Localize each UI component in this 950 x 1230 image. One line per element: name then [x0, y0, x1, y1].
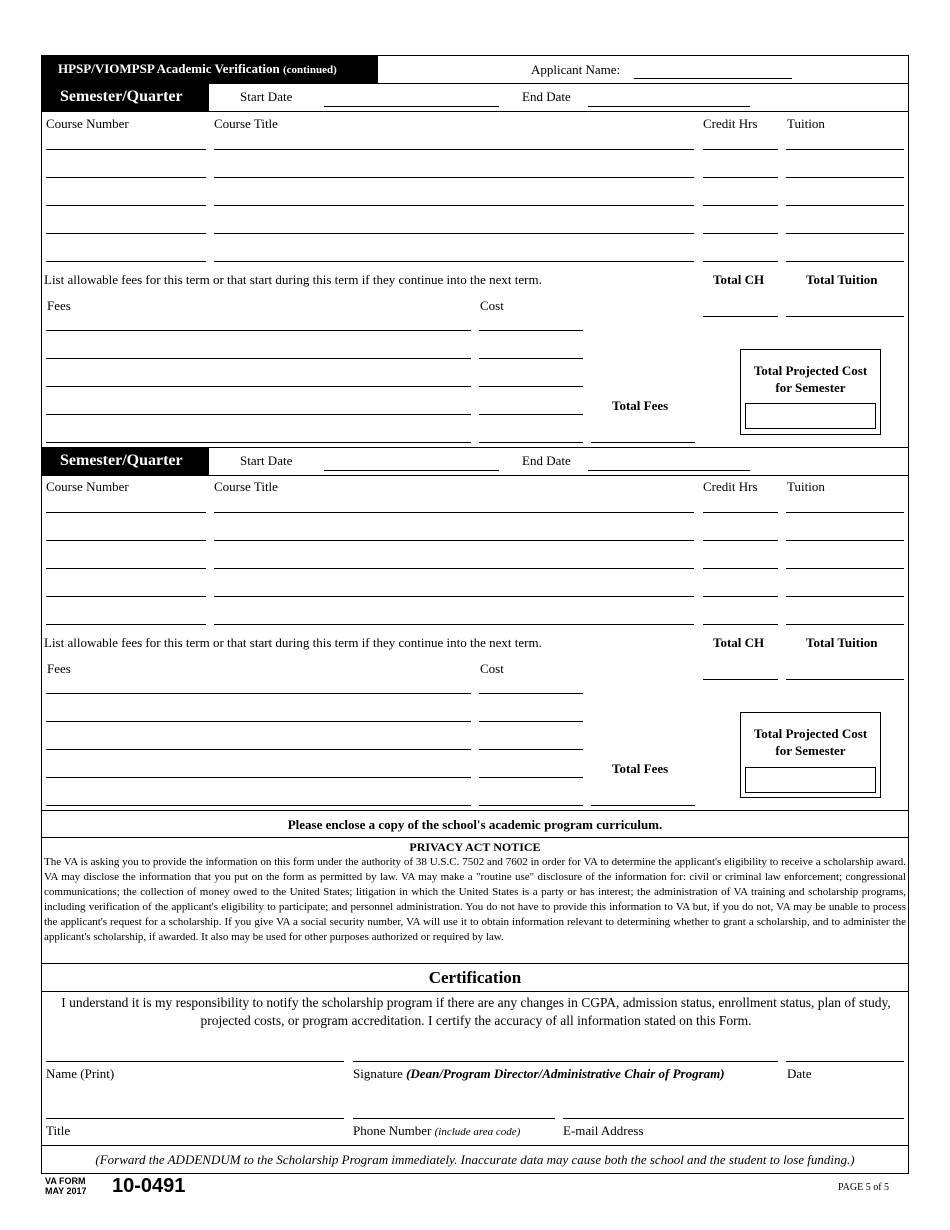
term1-credit-hrs-field[interactable] [703, 205, 778, 206]
term2-course-number-field[interactable] [46, 624, 206, 625]
term1-tuition-field[interactable] [786, 149, 904, 150]
term2-fee-field[interactable] [46, 749, 471, 750]
term1-fee-field[interactable] [46, 358, 471, 359]
term1-course-title-label: Course Title [214, 116, 278, 131]
signature-field[interactable] [353, 1061, 778, 1062]
term1-fee-field[interactable] [46, 414, 471, 415]
term2-tuition-label: Tuition [787, 479, 825, 494]
date-field[interactable] [786, 1061, 904, 1062]
term1-course-title-field[interactable] [214, 149, 694, 150]
divider [41, 1145, 909, 1146]
term2-total-projected-label-line2: for Semester [775, 743, 846, 758]
term2-course-title-field[interactable] [214, 512, 694, 513]
term1-total-projected-field[interactable] [745, 403, 876, 429]
term2-cost-label: Cost [480, 661, 504, 676]
term2-fees-instruction: List allowable fees for this term or that start during this term if they continue into the next term. [44, 635, 542, 650]
term2-course-title-field[interactable] [214, 568, 694, 569]
phone-label: Phone Number [353, 1123, 432, 1138]
term1-cost-field[interactable] [479, 414, 583, 415]
term1-course-number-field[interactable] [46, 149, 206, 150]
term2-course-number-label: Course Number [46, 479, 129, 494]
form-title: HPSP/VIOMPSP Academic Verification [58, 61, 280, 76]
term2-total-tuition-label: Total Tuition [806, 635, 878, 650]
term2-credit-hrs-field[interactable] [703, 540, 778, 541]
privacy-title: PRIVACY ACT NOTICE [409, 840, 541, 854]
term1-tuition-field[interactable] [786, 205, 904, 206]
divider [41, 810, 909, 811]
term1-tuition-field[interactable] [786, 233, 904, 234]
email-field[interactable] [563, 1118, 904, 1119]
term1-course-title-field[interactable] [214, 261, 694, 262]
term1-section-header: Semester/Quarter [42, 84, 209, 111]
term1-course-title-field[interactable] [214, 233, 694, 234]
term2-total-tuition-field[interactable] [786, 679, 904, 680]
curriculum-note: Please enclose a copy of the school's academic program curriculum. [287, 817, 663, 832]
term1-start-date-label: Start Date [240, 89, 293, 104]
term2-tuition-field[interactable] [786, 624, 904, 625]
form-title-suffix: (continued) [282, 64, 337, 76]
term1-start-date-field[interactable] [324, 106, 499, 107]
term2-fee-field[interactable] [46, 805, 471, 806]
divider [41, 475, 909, 476]
phone-field[interactable] [353, 1118, 555, 1119]
header-divider [377, 56, 378, 83]
term1-fee-field[interactable] [46, 330, 471, 331]
form-date: MAY 2017 [45, 1186, 87, 1196]
term1-total-fees-field[interactable] [591, 442, 695, 443]
term2-start-date-field[interactable] [324, 470, 499, 471]
term2-cost-field[interactable] [479, 777, 583, 778]
phone-note: (include area code) [434, 1126, 521, 1138]
term2-fees-label: Fees [47, 661, 71, 676]
term2-course-title-field[interactable] [214, 540, 694, 541]
term2-credit-hrs-field[interactable] [703, 596, 778, 597]
term2-course-number-field[interactable] [46, 568, 206, 569]
term1-tuition-label: Tuition [787, 116, 825, 131]
term2-course-number-field[interactable] [46, 540, 206, 541]
term1-total-ch-label: Total CH [713, 272, 765, 287]
term1-course-title-field[interactable] [214, 205, 694, 206]
term1-course-title-field[interactable] [214, 177, 694, 178]
term2-end-date-field[interactable] [588, 470, 750, 471]
term2-tuition-field[interactable] [786, 540, 904, 541]
form-number: 10-0491 [112, 1175, 186, 1197]
term1-total-projected-label-line2: for Semester [775, 380, 846, 395]
term2-course-title-field[interactable] [214, 624, 694, 625]
divider [41, 963, 909, 964]
term2-fee-field[interactable] [46, 777, 471, 778]
divider [41, 837, 909, 838]
term1-cost-field[interactable] [479, 358, 583, 359]
term1-total-ch-field[interactable] [703, 316, 778, 317]
signature-label-group [353, 1066, 725, 1081]
term1-end-date-field[interactable] [588, 106, 750, 107]
term1-credit-hrs-field[interactable] [703, 261, 778, 262]
va-form-label: VA FORM [45, 1176, 86, 1186]
term2-cost-field[interactable] [479, 721, 583, 722]
term1-credit-hrs-label: Credit Hrs [703, 116, 758, 131]
term1-end-date-label: End Date [522, 89, 571, 104]
privacy-body: The VA is asking you to provide the information on this form under the authority of 38 U.S.C. 7502 and 7602 in order for VA to determine the applicant's eligibility to receive a scholarship award. VA may disclose the information that you put on the form as permitted by law. VA may make a "routine use" disclosure of the information for: civil or criminal law enforcement; congressional communications; the collection of money owed to the United States; litigation in which the United States is a party or has interest; the administration of VA training and scholarship programs, including verification of the applicant's eligibility to participate; and personnel administration. You do not have to provide this information to VA but, if you do not, VA may be unable to process the applicant's request for a scholarship. If you give VA a social security number, VA will use it to obtain information relevant to determining whether to grant a scholarship, and to administer the applicant's scholarship, if awarded. It also may be used for other purposes authorized or required by law. [44, 856, 906, 943]
term1-credit-hrs-field[interactable] [703, 177, 778, 178]
term1-cost-field[interactable] [479, 442, 583, 443]
term1-course-number-field[interactable] [46, 233, 206, 234]
term1-course-number-label: Course Number [46, 116, 129, 131]
term2-cost-field[interactable] [479, 805, 583, 806]
term2-credit-hrs-label: Credit Hrs [703, 479, 758, 494]
term2-course-title-label: Course Title [214, 479, 278, 494]
term2-start-date-label: Start Date [240, 453, 293, 468]
term1-cost-field[interactable] [479, 330, 583, 331]
page-number: PAGE 5 of 5 [838, 1182, 890, 1193]
term2-cost-field[interactable] [479, 749, 583, 750]
term1-tuition-field[interactable] [786, 177, 904, 178]
term2-fee-field[interactable] [46, 693, 471, 694]
term1-fee-field[interactable] [46, 386, 471, 387]
term1-cost-label: Cost [480, 298, 504, 313]
certification-statement: I understand it is my responsibility to notify the scholarship program if there are any changes in CGPA, admission status, enrollment status, plan of study, projected costs, or program accreditation. I certify the accuracy of all information stated on this Form. [61, 995, 891, 1028]
title-label: Title [46, 1123, 71, 1138]
term2-fee-field[interactable] [46, 721, 471, 722]
term1-total-fees-label: Total Fees [612, 398, 669, 413]
term2-credit-hrs-field[interactable] [703, 512, 778, 513]
divider [41, 991, 909, 992]
term2-tuition-field[interactable] [786, 568, 904, 569]
signature-label: Signature [353, 1066, 403, 1081]
term2-cost-field[interactable] [479, 693, 583, 694]
term2-total-fees-label: Total Fees [612, 761, 669, 776]
email-label: E-mail Address [563, 1123, 644, 1138]
term2-total-fees-field[interactable] [591, 805, 695, 806]
title-field[interactable] [46, 1118, 344, 1119]
term1-cost-field[interactable] [479, 386, 583, 387]
term2-total-ch-field[interactable] [703, 679, 778, 680]
phone-label-group [353, 1123, 520, 1140]
term1-total-tuition-field[interactable] [786, 316, 904, 317]
term2-tuition-field[interactable] [786, 596, 904, 597]
term2-course-title-field[interactable] [214, 596, 694, 597]
term1-fee-field[interactable] [46, 442, 471, 443]
term2-total-projected-field[interactable] [745, 767, 876, 793]
term2-tuition-field[interactable] [786, 512, 904, 513]
term2-credit-hrs-field[interactable] [703, 624, 778, 625]
applicant-name-label: Applicant Name: [531, 62, 621, 77]
term1-credit-hrs-field[interactable] [703, 149, 778, 150]
term2-course-number-field[interactable] [46, 596, 206, 597]
name-print-field[interactable] [46, 1061, 344, 1062]
term2-total-ch-label: Total CH [713, 635, 765, 650]
term1-course-number-field[interactable] [46, 261, 206, 262]
term1-fees-label: Fees [47, 298, 71, 313]
term1-total-projected-label-line1: Total Projected Cost [753, 363, 868, 378]
term1-course-number-field[interactable] [46, 177, 206, 178]
applicant-name-field[interactable] [634, 78, 792, 79]
forward-note: (Forward the ADDENDUM to the Scholarship Program immediately. Inaccurate data may cause both the school and the student to lose funding.) [95, 1152, 855, 1167]
term2-credit-hrs-field[interactable] [703, 568, 778, 569]
date-label: Date [787, 1066, 812, 1081]
term1-tuition-field[interactable] [786, 261, 904, 262]
term2-course-number-field[interactable] [46, 512, 206, 513]
term2-section-header: Semester/Quarter [42, 448, 209, 475]
signature-note: (Dean/Program Director/Administrative Chair of Program) [406, 1066, 725, 1081]
form-title-banner [42, 56, 377, 83]
name-print-label: Name (Print) [46, 1066, 115, 1081]
term1-credit-hrs-field[interactable] [703, 233, 778, 234]
term1-total-tuition-label: Total Tuition [806, 272, 878, 287]
term2-total-projected-label-line1: Total Projected Cost [753, 726, 868, 741]
term1-course-number-field[interactable] [46, 205, 206, 206]
divider [41, 111, 909, 112]
term2-end-date-label: End Date [522, 453, 571, 468]
certification-title: Certification [428, 968, 522, 987]
term1-fees-instruction: List allowable fees for this term or that start during this term if they continue into the next term. [44, 272, 542, 287]
